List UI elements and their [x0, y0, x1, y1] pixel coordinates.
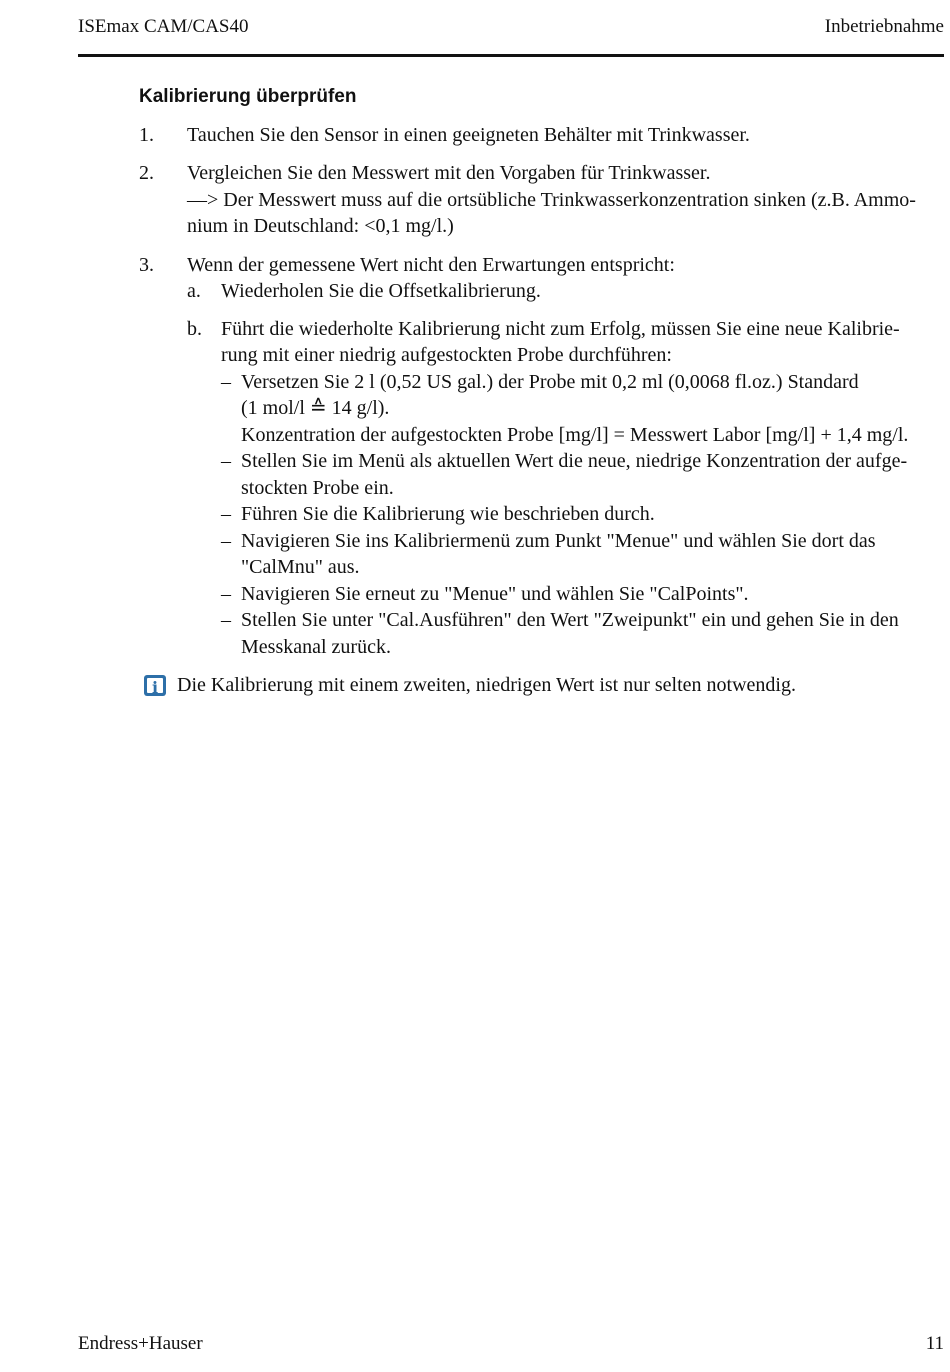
substep-letter: b. [187, 317, 202, 340]
dash-text-line: Navigieren Sie erneut zu "Menue" und wählen Sie "CalPoints". [241, 582, 749, 605]
substep-list [187, 278, 944, 660]
dash-text-line: Führen Sie die Kalibrierung wie beschrieben durch. [241, 503, 655, 525]
dash-bullet: – [221, 450, 231, 472]
dash-item-3 [221, 501, 944, 528]
step-2 [139, 160, 944, 240]
section-title: Kalibrierung überprüfen [139, 86, 357, 107]
dash-item-5 [221, 581, 944, 608]
substep-b [187, 316, 944, 661]
dash-bullet: – [221, 370, 231, 393]
substep-letter: a. [187, 280, 201, 302]
dash-bullet: – [221, 582, 231, 605]
dash-text-line: Konzentration der aufgestockten Probe [mg/l] = Messwert Labor [mg/l] + 1,4 mg/l. [241, 423, 909, 446]
substep-text-line: Führt die wiederholte Kalibrierung nicht zum Erfolg, müssen Sie eine neue Kalibrie- [221, 317, 900, 340]
step-number: 2. [139, 162, 154, 184]
step-text-line: nium in Deutschland: <0,1 mg/l.) [187, 215, 454, 237]
dash-text-line: (1 mol/l ≙ 14 g/l). [241, 397, 390, 419]
substep-text-line: rung mit einer niedrig aufgestockten Probe durchführen: [221, 344, 672, 366]
dash-item-6 [221, 607, 944, 660]
substep-text-line: Wiederholen Sie die Offsetkalibrierung. [221, 280, 541, 302]
dash-bullet: – [221, 529, 231, 552]
step-3 [139, 252, 944, 661]
step-1 [139, 122, 944, 149]
dash-item-1 [221, 369, 944, 449]
page-header [78, 16, 944, 42]
substep-a [187, 278, 944, 305]
dash-text-line: Messkanal zurück. [241, 635, 391, 658]
page-number: 11 [925, 1333, 944, 1354]
dash-text-line: "CalMnu" aus. [241, 556, 360, 578]
dash-text-line: Navigieren Sie ins Kalibriermenü zum Punkt "Menue" und wählen Sie dort das [241, 529, 876, 552]
header-chapter-title: Inbetriebnahme [824, 16, 944, 37]
dash-text-line: stockten Probe ein. [241, 476, 394, 499]
step-number: 3. [139, 253, 154, 276]
header-document-title: ISEmax CAM/CAS40 [78, 16, 249, 37]
info-note-text: Die Kalibrierung mit einem zweiten, niedrigen Wert ist nur selten notwendig. [177, 674, 796, 696]
header-rule [78, 54, 944, 57]
dash-text-line: Versetzen Sie 2 l (0,52 US gal.) der Probe mit 0,2 ml (0,0068 fl.oz.) Standard [241, 370, 859, 393]
step-text-line: Tauchen Sie den Sensor in einen geeigneten Behälter mit Trinkwasser. [187, 123, 750, 146]
main-content [139, 84, 944, 699]
dash-item-2 [221, 448, 944, 501]
info-icon-glyph: i [151, 678, 159, 697]
info-icon-inner [147, 678, 163, 697]
step-text-line: Wenn der gemessene Wert nicht den Erwartungen entspricht: [187, 253, 675, 276]
info-icon [144, 675, 166, 696]
dash-item-4 [221, 528, 944, 581]
info-note [139, 672, 944, 699]
dash-text-line: Stellen Sie im Menü als aktuellen Wert die neue, niedrige Konzentration der aufge- [241, 450, 908, 472]
step-text-line: Vergleichen Sie den Messwert mit den Vorgaben für Trinkwasser. [187, 162, 711, 184]
step-text-line: —> Der Messwert muss auf die ortsübliche Trinkwasserkonzentration sinken (z.B. Ammo- [187, 188, 916, 211]
step-number: 1. [139, 123, 154, 146]
footer-company: Endress+Hauser [78, 1333, 203, 1354]
dash-text-line: Stellen Sie unter "Cal.Ausführen" den Wert "Zweipunkt" ein und gehen Sie in den [241, 609, 899, 631]
dash-bullet: – [221, 503, 231, 525]
dash-bullet: – [221, 609, 231, 631]
